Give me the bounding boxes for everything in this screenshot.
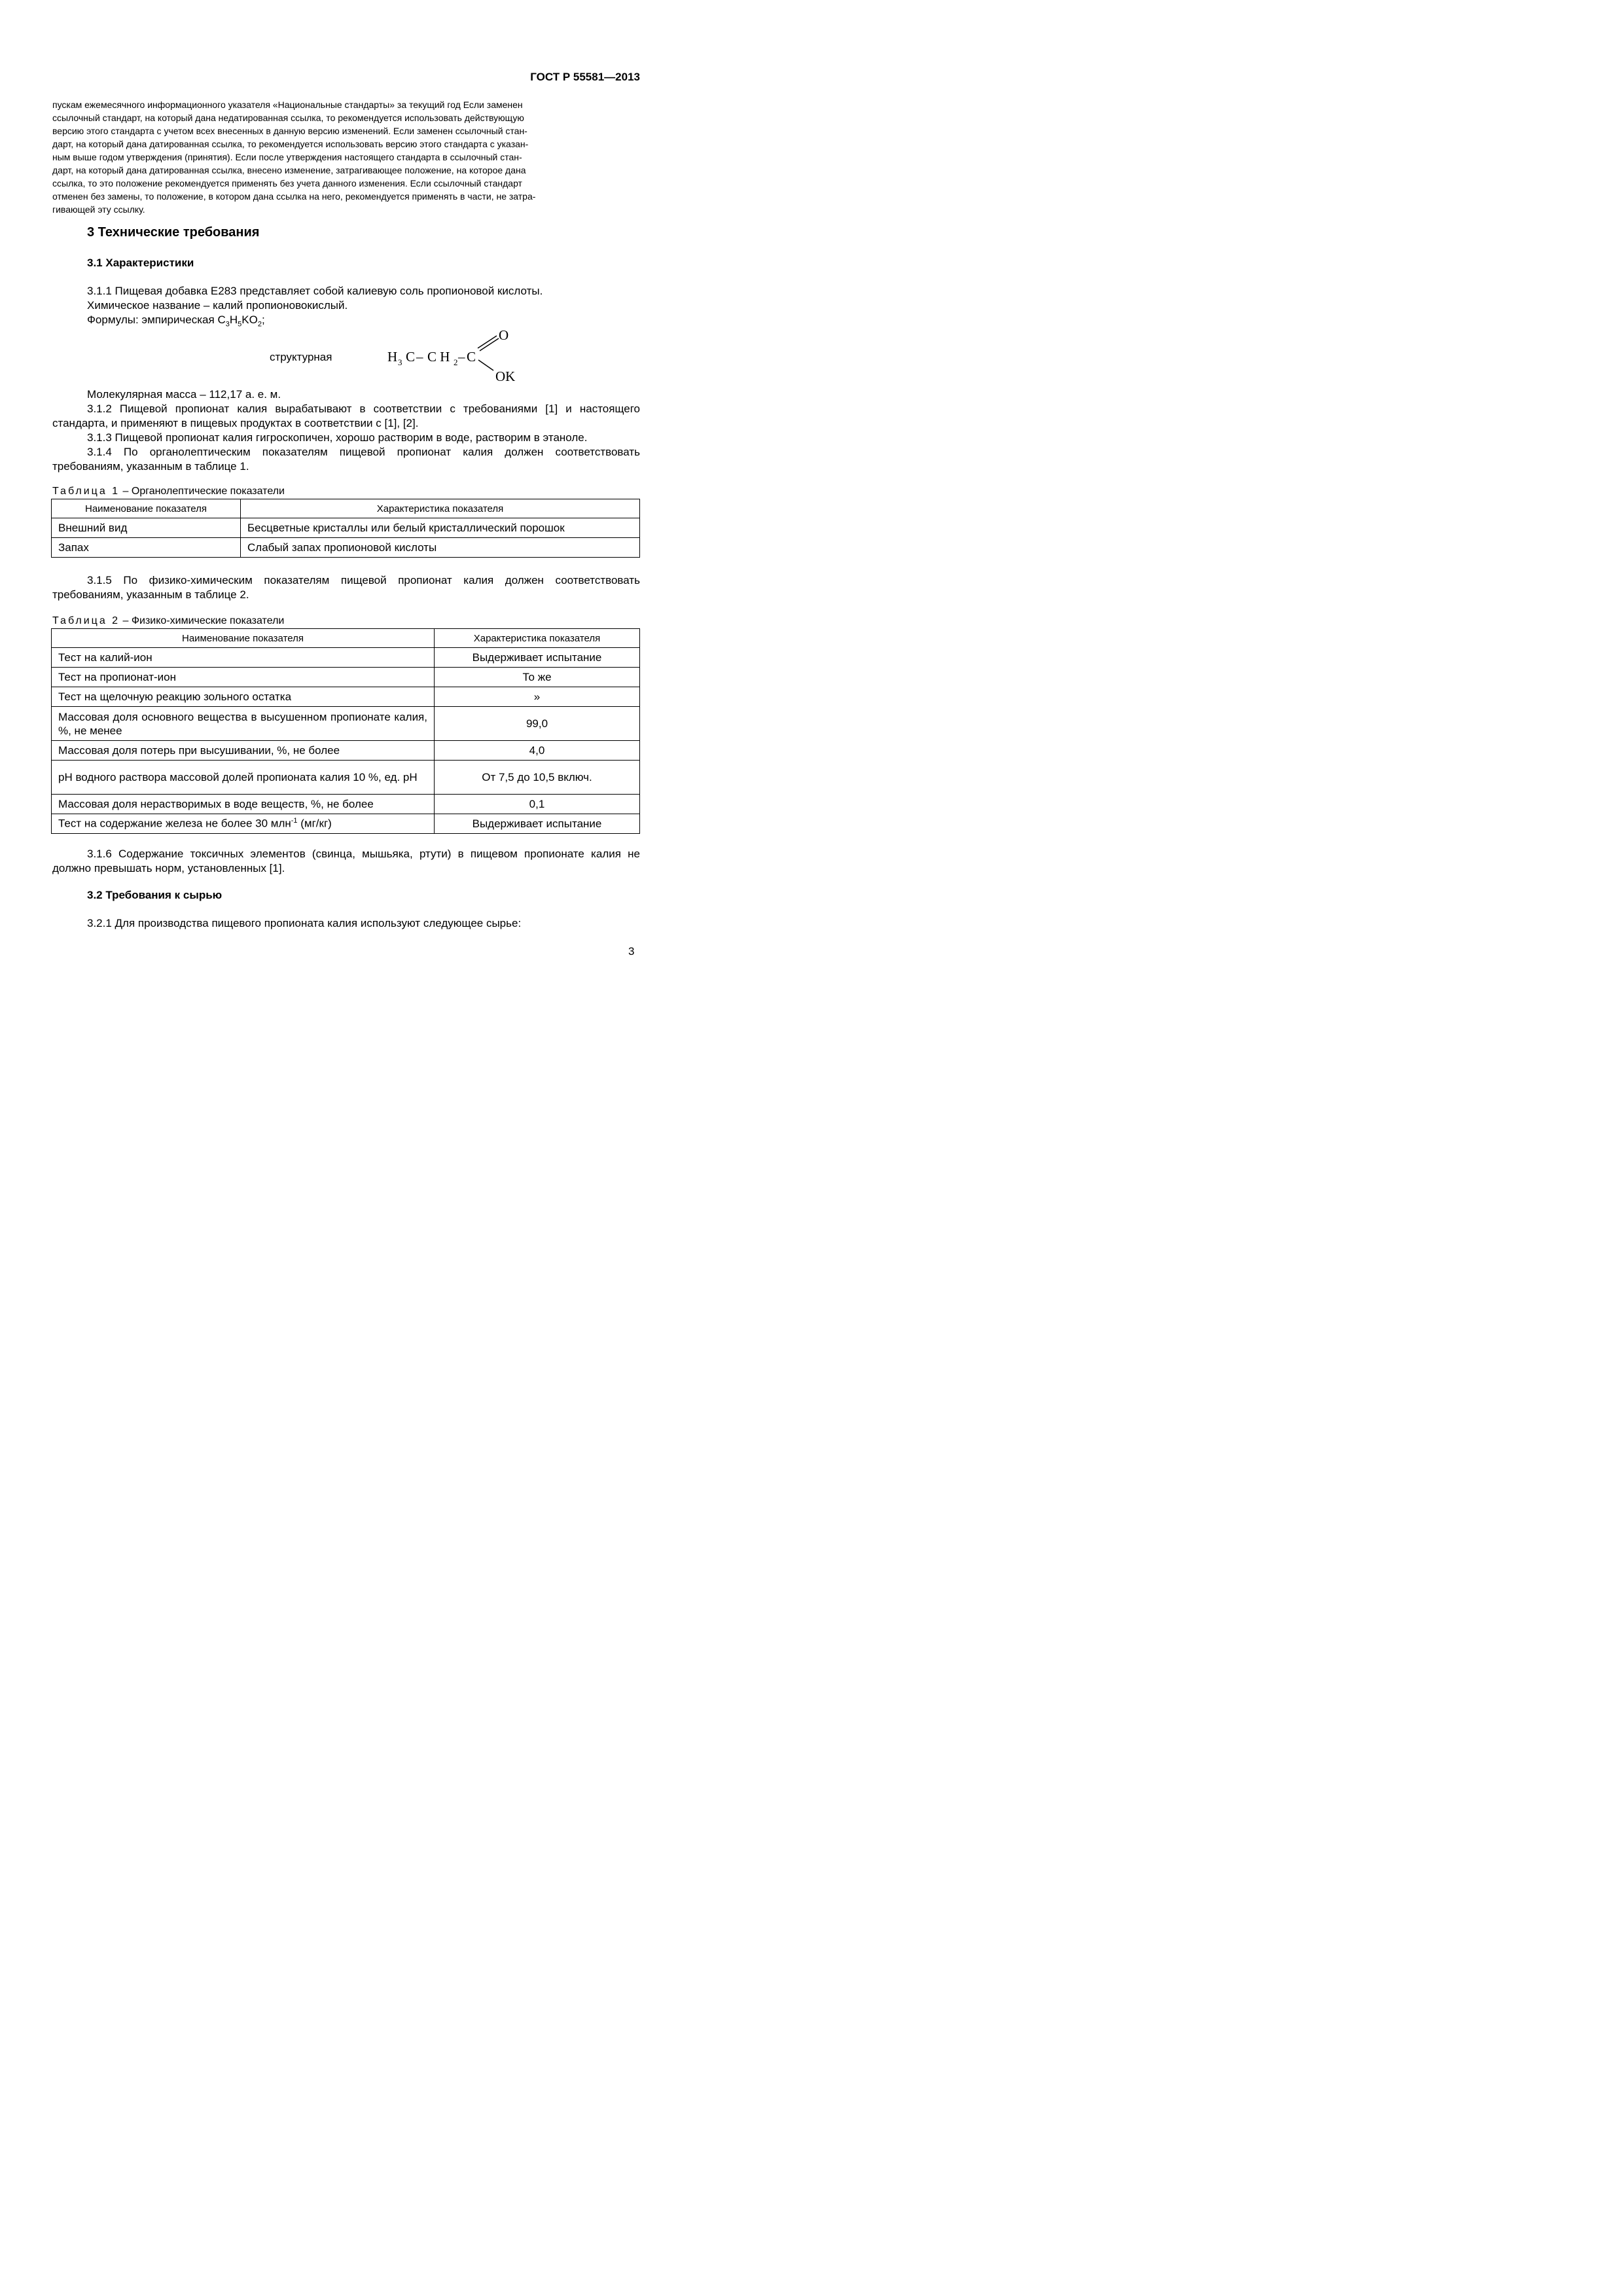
intro-line: ссылочный стандарт, на который дана недатированная ссылка, то рекомендуется использовать действующую — [52, 113, 524, 123]
formula-c-sub: 3 — [225, 320, 230, 329]
intro-line: пускам ежемесячного информационного указателя «Национальные стандарты» за текущий год Если заменен — [52, 99, 523, 110]
struct-h: H — [387, 349, 398, 365]
table-cell: Слабый запах пропионовой кислоты — [241, 538, 640, 558]
struct-h-sub: 3 — [398, 357, 402, 367]
table-row — [52, 687, 640, 707]
table-cell: Запах — [52, 538, 241, 558]
table-header-cell: Наименование показателя — [52, 629, 435, 648]
table-2-title: – Физико-химические показатели — [120, 615, 285, 626]
table-row — [52, 761, 640, 795]
table-row — [52, 795, 640, 814]
table-cell: » — [435, 687, 640, 707]
paragraph-3-1-3: 3.1.3 Пищевой пропионат калия гигроскопичен, хорошо растворим в воде, растворим в этаноле. — [87, 431, 588, 444]
table-row — [52, 668, 640, 687]
table-row — [52, 518, 640, 538]
table-cell: 99,0 — [435, 707, 640, 741]
table-cell: Бесцветные кристаллы или белый кристаллический порошок — [241, 518, 640, 538]
intro-line: гивающей эту ссылку. — [52, 204, 145, 215]
formula-ko: KO — [241, 314, 258, 326]
table-cell: 0,1 — [435, 795, 640, 814]
intro-line: версию этого стандарта с учетом всех внесенных в данную версию изменений. Если заменен ссылочный стан- — [52, 126, 527, 136]
table-header-cell: Наименование показателя — [52, 499, 241, 518]
table-cell: От 7,5 до 10,5 включ. — [435, 761, 640, 795]
table-cell: Внешний вид — [52, 518, 241, 538]
molecular-mass: Молекулярная масса – 112,17 а. е. м. — [87, 388, 281, 401]
intro-line: дарт, на который дана датированная ссылка, внесено изменение, затрагивающее положение, на которое дана — [52, 165, 526, 175]
intro-line: ным выше годом утверждения (принятия). Если после утверждения настоящего стандарта в ссылочный стан- — [52, 152, 522, 162]
table-cell: Тест на щелочную реакцию зольного остатка — [52, 687, 435, 707]
paragraph-3-1-5: 3.1.5 По физико-химическим показателям пищевой пропионат калия должен соответствовать требованиям, указанным в таблице 2. — [52, 574, 640, 601]
intro-line: отменен без замены, то положение, в котором дана ссылка на него, рекомендуется применять в части, не затра- — [52, 191, 536, 202]
table-1 — [51, 499, 640, 558]
intro-line: дарт, на который дана датированная ссылка, то рекомендуется использовать версию этого стандарта с указан- — [52, 139, 529, 149]
table-cell: pH водного раствора массовой долей пропионата калия 10 %, ед. pH — [52, 761, 435, 795]
table-row — [52, 707, 640, 741]
table-1-label: Таблица 1 — [52, 486, 120, 497]
struct-c1: C — [406, 349, 416, 365]
struct-ok: OK — [495, 368, 516, 384]
paragraph-3-1-4: 3.1.4 По органолептическим показателям пищевой пропионат калия должен соответствовать требованиям, указанным в таблице 1. — [52, 446, 640, 473]
section-3-1-title: 3.1 Характеристики — [87, 257, 194, 269]
struct-dash1: – — [416, 349, 423, 365]
iron-row-suffix: (мг/кг) — [297, 817, 332, 830]
table-cell: Массовая доля нерастворимых в воде веществ, %, не более — [52, 795, 435, 814]
chemical-name: Химическое название – калий пропионовокислый. — [87, 299, 348, 312]
table-cell — [52, 814, 435, 834]
document-id: ГОСТ Р 55581—2013 — [530, 71, 640, 83]
struct-dash2: – — [458, 349, 465, 365]
paragraph-3-1-2: 3.1.2 Пищевой пропионат калия вырабатывают в соответствии с требованиями [1] и настоящего стандарта, и применяют в пищевых продуктах в соответствии с [1], [2]. — [52, 403, 640, 429]
formula-tail: ; — [261, 314, 265, 326]
table-2 — [51, 628, 640, 834]
table-cell: Массовая доля потерь при высушивании, %, не более — [52, 741, 435, 761]
iron-row-prefix: Тест на содержание железа не более 30 млн — [58, 817, 291, 830]
intro-paragraph — [52, 98, 640, 216]
table-1-caption — [52, 486, 285, 497]
structural-label: структурная — [270, 351, 332, 363]
table-row — [52, 741, 640, 761]
table-cell: То же — [435, 668, 640, 687]
table-row — [52, 538, 640, 558]
table-2-label: Таблица 2 — [52, 615, 120, 626]
table-header-cell: Характеристика показателя — [435, 629, 640, 648]
table-cell: Массовая доля основного вещества в высушенном пропионате калия, %, не менее — [52, 707, 435, 741]
table-1-title: – Органолептические показатели — [120, 486, 285, 497]
table-header-row — [52, 499, 640, 518]
section-3-title: 3 Технические требования — [87, 225, 260, 240]
table-header-row — [52, 629, 640, 648]
page-number: 3 — [628, 945, 635, 958]
single-bond-line — [478, 360, 493, 370]
paragraph-3-2-1: 3.2.1 Для производства пищевого пропионата калия используют следующее сырье: — [87, 917, 522, 929]
section-3-2-title: 3.2 Требования к сырью — [87, 889, 223, 901]
formula-prefix: Формулы: эмпирическая — [87, 314, 218, 326]
table-cell: Тест на пропионат-ион — [52, 668, 435, 687]
table-cell: Тест на калий-ион — [52, 648, 435, 668]
struct-ch: C H — [427, 349, 450, 365]
table-2-caption — [52, 615, 284, 627]
formula-h-sub: 5 — [238, 320, 242, 329]
structural-formula — [262, 325, 537, 390]
formula-o-sub: 2 — [257, 320, 262, 329]
empirical-formula — [87, 313, 265, 331]
table-cell: Выдерживает испытание — [435, 648, 640, 668]
table-header-cell: Характеристика показателя — [241, 499, 640, 518]
table-row — [52, 814, 640, 834]
paragraph-3-1-1: 3.1.1 Пищевая добавка Е283 представляет собой калиевую соль пропионовой кислоты. — [87, 285, 543, 297]
struct-c2: C — [467, 349, 476, 365]
formula-c: C — [217, 314, 226, 326]
intro-line: ссылка, то это положение рекомендуется применять без учета данного изменения. Если ссылочный стандарт — [52, 178, 522, 188]
table-row — [52, 648, 640, 668]
document-page — [0, 0, 721, 1020]
struct-ch-sub: 2 — [454, 357, 458, 367]
formula-h: H — [229, 314, 238, 326]
table-cell: Выдерживает испытание — [435, 814, 640, 834]
iron-row-sup: -1 — [291, 817, 298, 825]
struct-o: O — [499, 327, 509, 343]
table-cell: 4,0 — [435, 741, 640, 761]
paragraph-3-1-6: 3.1.6 Содержание токсичных элементов (свинца, мышьяка, ртути) в пищевом пропионате калия не должно превышать норм, установленных [1]. — [52, 848, 640, 874]
